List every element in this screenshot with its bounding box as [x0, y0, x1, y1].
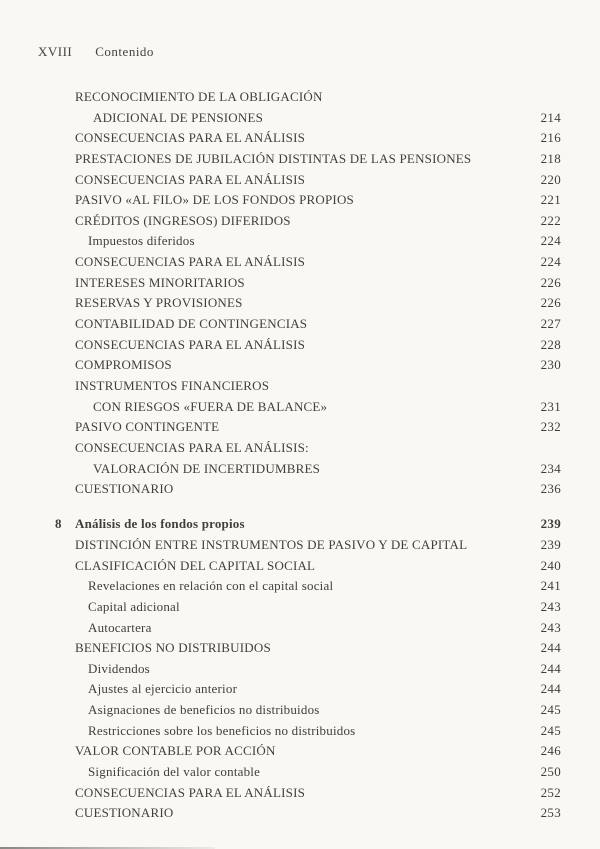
toc-entry-label: CON RIESGOS «FUERA DE BALANCE» — [93, 398, 328, 414]
toc-entry — [75, 556, 561, 577]
toc-entry-page: 227 — [540, 316, 561, 332]
toc-section — [55, 514, 561, 824]
toc-entry — [75, 397, 561, 418]
toc-entry-page: 224 — [540, 233, 561, 249]
toc-entry — [75, 108, 561, 129]
toc-entry — [75, 803, 561, 824]
toc-entry-label: Revelaciones en relación con el capital social — [88, 578, 334, 594]
toc-entry-label: Impuestos diferidos — [88, 233, 195, 249]
toc-section — [75, 87, 561, 500]
toc-entry — [75, 783, 561, 804]
toc-entry-label: CONTABILIDAD DE CONTINGENCIAS — [75, 316, 308, 332]
toc-entry-label: CLASIFICACIÓN DEL CAPITAL SOCIAL — [75, 557, 316, 573]
toc-entry-page: 216 — [540, 130, 561, 146]
toc-entry-label: CONSECUENCIAS PARA EL ANÁLISIS: — [75, 439, 309, 455]
toc-entry — [75, 638, 561, 659]
toc-entry-page: 228 — [540, 336, 561, 352]
toc-entry-label: CONSECUENCIAS PARA EL ANÁLISIS — [75, 784, 306, 800]
toc-entry-label: BENEFICIOS NO DISTRIBUIDOS — [75, 640, 271, 656]
toc-entry-label: PASIVO «AL FILO» DE LOS FONDOS PROPIOS — [75, 192, 354, 208]
toc-entry-page: 245 — [540, 722, 561, 738]
toc-entry — [75, 762, 561, 783]
toc-entry — [75, 252, 561, 273]
toc-entry — [75, 721, 561, 742]
chapter-page-number: 239 — [540, 516, 561, 532]
toc-entry — [75, 211, 561, 232]
toc-entry-page: 226 — [540, 295, 561, 311]
toc-entry — [75, 618, 561, 639]
toc-entry-label: ADICIONAL DE PENSIONES — [93, 109, 264, 125]
toc-entry-page: 250 — [540, 764, 561, 779]
toc-entry — [75, 190, 561, 211]
toc-entry-label: Asignaciones de beneficios no distribuidos — [88, 702, 320, 718]
toc-entry-page: 221 — [540, 192, 561, 208]
running-head-title: Contenido — [95, 44, 154, 59]
toc-entry-page: 246 — [540, 743, 561, 759]
toc-entry — [75, 535, 561, 556]
toc-entry-label: Restricciones sobre los beneficios no distribuidos — [88, 722, 356, 738]
toc-entry-page: 232 — [540, 419, 561, 435]
toc-entry-page: 230 — [540, 357, 561, 373]
toc-entry-label: INTERESES MINORITARIOS — [75, 274, 245, 290]
toc-entry — [75, 438, 561, 459]
toc-entry — [75, 659, 561, 680]
toc-entry-page: 240 — [540, 557, 561, 573]
chapter-heading — [55, 514, 561, 535]
toc-entry — [75, 479, 561, 500]
toc-entry-page: 218 — [540, 150, 561, 166]
toc-entry — [75, 679, 561, 700]
toc-entry — [75, 376, 561, 397]
toc-entry-page: 244 — [540, 681, 561, 697]
toc-entry-label: CONSECUENCIAS PARA EL ANÁLISIS — [75, 171, 306, 187]
toc-entry-label: CUESTIONARIO — [75, 805, 174, 821]
toc-entry-page: 220 — [540, 171, 561, 187]
running-head — [38, 44, 154, 60]
toc-entry-page: 253 — [540, 805, 561, 821]
toc-entry-page: 234 — [540, 460, 561, 476]
toc-entry-label: CONSECUENCIAS PARA EL ANÁLISIS — [75, 254, 306, 270]
toc-entry-page: 241 — [540, 578, 561, 594]
toc-entry — [75, 87, 561, 108]
toc-entry-label: RESERVAS Y PROVISIONES — [75, 295, 243, 311]
toc-entry — [75, 128, 561, 149]
toc-entry-page: 214 — [540, 109, 561, 125]
toc-entry-label: DISTINCIÓN ENTRE INSTRUMENTOS DE PASIVO Y DE CAPITAL — [75, 536, 468, 552]
toc-entry — [75, 417, 561, 438]
toc-entry — [75, 576, 561, 597]
toc-entry-page: 245 — [540, 702, 561, 718]
chapter-title: Análisis de los fondos propios — [75, 516, 245, 532]
toc-entry-label: Autocartera — [88, 619, 152, 635]
toc-entry — [75, 700, 561, 721]
toc-entry — [75, 741, 561, 762]
toc-entry — [75, 597, 561, 618]
toc-entry-page: 243 — [540, 619, 561, 635]
toc-entry — [75, 149, 561, 170]
toc-entry-page: 231 — [540, 398, 561, 414]
toc-entry — [75, 231, 561, 252]
toc-entry-label: PRESTACIONES DE JUBILACIÓN DISTINTAS DE LAS PENSIONES — [75, 150, 472, 166]
toc-entry-page: 239 — [540, 536, 561, 552]
toc-entry-label: CUESTIONARIO — [75, 481, 174, 497]
toc-entry — [75, 459, 561, 480]
toc-entry-label: CONSECUENCIAS PARA EL ANÁLISIS — [75, 336, 306, 352]
toc-entry-label: INSTRUMENTOS FINANCIEROS — [75, 377, 270, 393]
toc-entry — [75, 273, 561, 294]
folio-page-number: XVIII — [38, 44, 73, 59]
toc-entry-label: CRÉDITOS (INGRESOS) DIFERIDOS — [75, 212, 291, 228]
toc-entry-label: COMPROMISOS — [75, 357, 172, 373]
toc-entry-label: RECONOCIMIENTO DE LA OBLIGACIÓN — [75, 89, 323, 104]
toc-entry-page: 236 — [540, 481, 561, 497]
chapter-number: 8 — [55, 516, 62, 532]
toc-entry-label: Dividendos — [88, 660, 150, 676]
toc-entry-page: 243 — [540, 598, 561, 614]
toc-entry-label: Ajustes al ejercicio anterior — [88, 681, 238, 697]
toc-entry-page: 224 — [540, 254, 561, 270]
toc-entry-page: 252 — [540, 784, 561, 800]
toc-entry — [75, 314, 561, 335]
toc-entry-label: VALOR CONTABLE POR ACCIÓN — [75, 743, 276, 759]
toc-entry-page: 244 — [540, 660, 561, 676]
toc-entry-label: Capital adicional — [88, 598, 180, 614]
toc — [55, 87, 561, 824]
toc-entry-label: Significación del valor contable — [88, 764, 261, 779]
toc-entry-label: VALORACIÓN DE INCERTIDUMBRES — [93, 460, 321, 476]
toc-entry-label: PASIVO CONTINGENTE — [75, 419, 220, 435]
toc-entry — [75, 355, 561, 376]
toc-entry-page: 244 — [540, 640, 561, 656]
toc-entry — [75, 335, 561, 356]
toc-entry-label: CONSECUENCIAS PARA EL ANÁLISIS — [75, 130, 306, 146]
toc-entry — [75, 170, 561, 191]
toc-entry — [75, 293, 561, 314]
toc-entry-page: 222 — [540, 212, 561, 228]
toc-entry-page: 226 — [540, 274, 561, 290]
